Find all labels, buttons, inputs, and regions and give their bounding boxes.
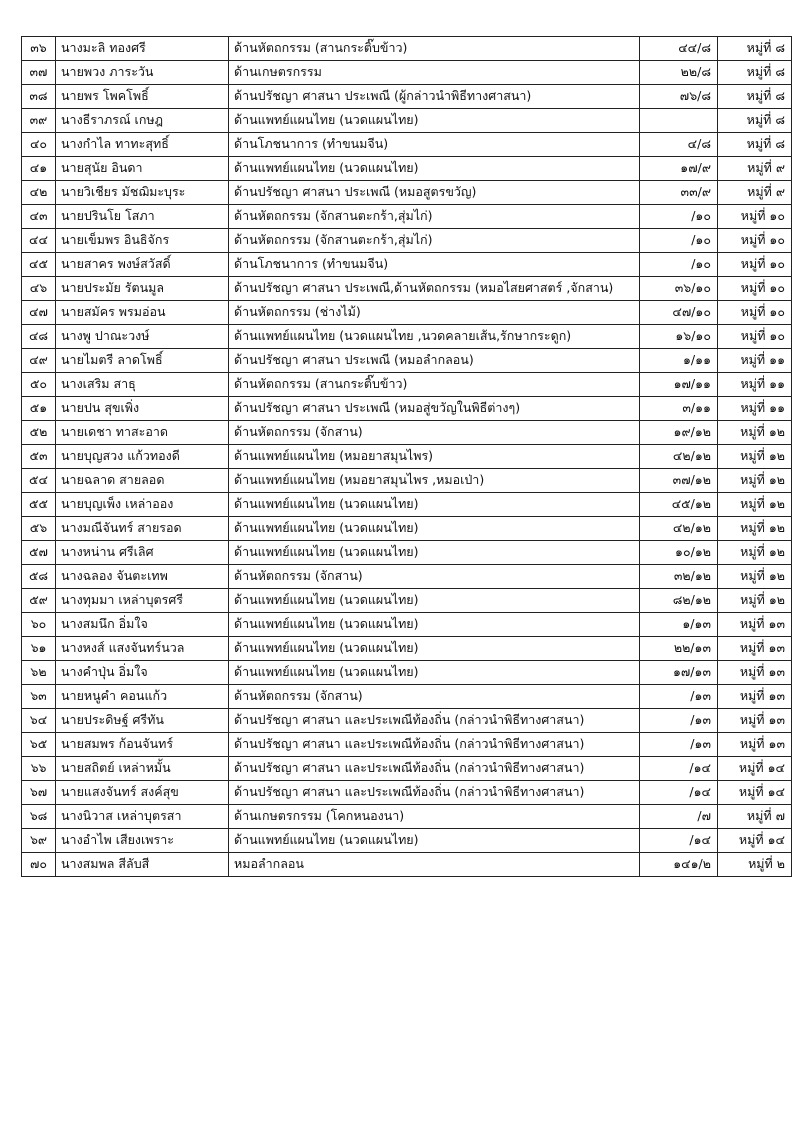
table-row	[22, 541, 792, 565]
wisdom-field: ด้านปรัชญา ศาสนา และประเพณีท้องถิ่น (กล่าวนำพิธีทางศาสนา)	[229, 733, 640, 757]
row-number: ๖๓	[22, 685, 56, 709]
row-number: ๕๐	[22, 373, 56, 397]
table-row	[22, 613, 792, 637]
house-number: /๑๔	[640, 829, 718, 853]
table-row	[22, 805, 792, 829]
village-number: หมู่ที่ ๒	[718, 853, 792, 877]
person-name: นางทุมมา เหล่าบุตรศรี	[56, 589, 229, 613]
house-number: /๑๐	[640, 205, 718, 229]
house-number: ๔๒/๑๒	[640, 445, 718, 469]
village-number: หมู่ที่ ๑๐	[718, 229, 792, 253]
table-row	[22, 709, 792, 733]
house-number: ๔๒/๑๒	[640, 517, 718, 541]
wisdom-field: ด้านแพทย์แผนไทย (นวดแผนไทย ,นวดคลายเส้น,รักษากระดูก)	[229, 325, 640, 349]
village-number: หมู่ที่ ๘	[718, 133, 792, 157]
row-number: ๕๙	[22, 589, 56, 613]
village-number: หมู่ที่ ๑๓	[718, 709, 792, 733]
house-number: ๗๖/๘	[640, 85, 718, 109]
village-number: หมู่ที่ ๑๒	[718, 493, 792, 517]
house-number: /๑๐	[640, 229, 718, 253]
village-number: หมู่ที่ ๑๓	[718, 733, 792, 757]
row-number: ๗๐	[22, 853, 56, 877]
house-number: ๒๒/๘	[640, 61, 718, 85]
wisdom-field: ด้านโภชนาการ (ทำขนมจีน)	[229, 133, 640, 157]
house-number: ๔๕/๑๒	[640, 493, 718, 517]
row-number: ๔๘	[22, 325, 56, 349]
row-number: ๕๑	[22, 397, 56, 421]
table-row	[22, 397, 792, 421]
wisdom-field: หมอลำกลอน	[229, 853, 640, 877]
village-number: หมู่ที่ ๗	[718, 805, 792, 829]
wisdom-field: ด้านปรัชญา ศาสนา ประเพณี (หมอสู่ขวัญในพิธีต่างๆ)	[229, 397, 640, 421]
house-number: ๔๗/๑๐	[640, 301, 718, 325]
village-number: หมู่ที่ ๘	[718, 109, 792, 133]
row-number: ๔๔	[22, 229, 56, 253]
person-name: นายสถิตย์ เหล่าหมั้น	[56, 757, 229, 781]
table-row	[22, 277, 792, 301]
row-number: ๔๓	[22, 205, 56, 229]
person-name: นายสมพร ก้อนจันทร์	[56, 733, 229, 757]
village-number: หมู่ที่ ๑๔	[718, 781, 792, 805]
table-row	[22, 157, 792, 181]
village-number: หมู่ที่ ๑๒	[718, 541, 792, 565]
table-row	[22, 349, 792, 373]
row-number: ๖๙	[22, 829, 56, 853]
house-number: /๑๔	[640, 757, 718, 781]
wisdom-field: ด้านแพทย์แผนไทย (หมอยาสมุนไพร)	[229, 445, 640, 469]
wisdom-roster-table	[21, 36, 792, 877]
house-number: /๑๓	[640, 685, 718, 709]
house-number: ๔/๘	[640, 133, 718, 157]
row-number: ๓๘	[22, 85, 56, 109]
person-name: นายประมัย รัตนมูล	[56, 277, 229, 301]
table-row	[22, 589, 792, 613]
house-number: ๓๗/๑๒	[640, 469, 718, 493]
row-number: ๕๖	[22, 517, 56, 541]
table-row	[22, 205, 792, 229]
person-name: นางนิวาส เหล่าบุตรสา	[56, 805, 229, 829]
house-number: ๑/๑๑	[640, 349, 718, 373]
table-row	[22, 469, 792, 493]
house-number: /๑๓	[640, 733, 718, 757]
person-name: นางหน่าน ศรีเลิศ	[56, 541, 229, 565]
row-number: ๖๕	[22, 733, 56, 757]
row-number: ๔๙	[22, 349, 56, 373]
row-number: ๕๓	[22, 445, 56, 469]
village-number: หมู่ที่ ๑๑	[718, 397, 792, 421]
village-number: หมู่ที่ ๑๓	[718, 637, 792, 661]
table-row	[22, 61, 792, 85]
row-number: ๖๔	[22, 709, 56, 733]
person-name: นายปน สุขเพิ่ง	[56, 397, 229, 421]
person-name: นางสมพล สีลับสี	[56, 853, 229, 877]
village-number: หมู่ที่ ๑๑	[718, 373, 792, 397]
wisdom-field: ด้านหัตถกรรม (จักสานตะกร้า,สุ่มไก่)	[229, 205, 640, 229]
wisdom-field: ด้านหัตถกรรม (สานกระติ๊บข้าว)	[229, 373, 640, 397]
village-number: หมู่ที่ ๑๐	[718, 277, 792, 301]
person-name: นายสุนัย อินดา	[56, 157, 229, 181]
wisdom-field: ด้านแพทย์แผนไทย (นวดแผนไทย)	[229, 517, 640, 541]
village-number: หมู่ที่ ๘	[718, 61, 792, 85]
person-name: นางฉลอง จันตะเทพ	[56, 565, 229, 589]
wisdom-field: ด้านแพทย์แผนไทย (นวดแผนไทย)	[229, 493, 640, 517]
wisdom-field: ด้านปรัชญา ศาสนา ประเพณี (ผู้กล่าวนำพิธีทางศาสนา)	[229, 85, 640, 109]
row-number: ๔๑	[22, 157, 56, 181]
village-number: หมู่ที่ ๑๒	[718, 421, 792, 445]
row-number: ๕๕	[22, 493, 56, 517]
village-number: หมู่ที่ ๑๒	[718, 565, 792, 589]
house-number: ๓/๑๑	[640, 397, 718, 421]
table-row	[22, 781, 792, 805]
person-name: นายประดิษฐ์ ศรีทัน	[56, 709, 229, 733]
house-number: ๑๙/๑๒	[640, 421, 718, 445]
person-name: นายปรินโย โสภา	[56, 205, 229, 229]
row-number: ๖๗	[22, 781, 56, 805]
wisdom-field: ด้านเกษตรกรรม (โคกหนองนา)	[229, 805, 640, 829]
wisdom-field: ด้านแพทย์แผนไทย (นวดแผนไทย)	[229, 157, 640, 181]
wisdom-field: ด้านแพทย์แผนไทย (นวดแผนไทย)	[229, 661, 640, 685]
house-number	[640, 109, 718, 133]
village-number: หมู่ที่ ๑๒	[718, 589, 792, 613]
person-name: นายวิเชียร มัชฌิมะบุระ	[56, 181, 229, 205]
house-number: ๑๗/๙	[640, 157, 718, 181]
person-name: นายเดชา ทาสะอาด	[56, 421, 229, 445]
person-name: นายพวง ภาระวัน	[56, 61, 229, 85]
person-name: นายฉลาด สายลอด	[56, 469, 229, 493]
row-number: ๕๘	[22, 565, 56, 589]
person-name: นางหงส์ แสงจันทร์นวล	[56, 637, 229, 661]
row-number: ๕๔	[22, 469, 56, 493]
wisdom-field: ด้านหัตถกรรม (จักสาน)	[229, 565, 640, 589]
wisdom-field: ด้านปรัชญา ศาสนา และประเพณีท้องถิ่น (กล่าวนำพิธีทางศาสนา)	[229, 709, 640, 733]
person-name: นางคำปุ่น อิ่มใจ	[56, 661, 229, 685]
village-number: หมู่ที่ ๑๐	[718, 301, 792, 325]
village-number: หมู่ที่ ๑๔	[718, 829, 792, 853]
table-row	[22, 109, 792, 133]
person-name: นายสาคร พงษ์สวัสดิ์	[56, 253, 229, 277]
table-row	[22, 421, 792, 445]
row-number: ๓๖	[22, 37, 56, 61]
wisdom-field: ด้านปรัชญา ศาสนา และประเพณีท้องถิ่น (กล่าวนำพิธีทางศาสนา)	[229, 781, 640, 805]
table-row	[22, 829, 792, 853]
table-row	[22, 133, 792, 157]
house-number: ๑๖/๑๐	[640, 325, 718, 349]
wisdom-field: ด้านแพทย์แผนไทย (นวดแผนไทย)	[229, 613, 640, 637]
table-row	[22, 325, 792, 349]
wisdom-field: ด้านหัตถกรรม (จักสาน)	[229, 421, 640, 445]
house-number: ๘๒/๑๒	[640, 589, 718, 613]
house-number: /๑๓	[640, 709, 718, 733]
village-number: หมู่ที่ ๑๓	[718, 661, 792, 685]
wisdom-field: ด้านแพทย์แผนไทย (นวดแผนไทย)	[229, 589, 640, 613]
village-number: หมู่ที่ ๑๒	[718, 469, 792, 493]
house-number: /๑๔	[640, 781, 718, 805]
person-name: นางธีราภรณ์ เกษฎ	[56, 109, 229, 133]
house-number: ๔๔/๘	[640, 37, 718, 61]
village-number: หมู่ที่ ๑๒	[718, 445, 792, 469]
table-row	[22, 493, 792, 517]
house-number: ๑/๑๓	[640, 613, 718, 637]
row-number: ๖๐	[22, 613, 56, 637]
row-number: ๔๒	[22, 181, 56, 205]
table-row	[22, 517, 792, 541]
person-name: นายเข็มพร อินธิจักร	[56, 229, 229, 253]
village-number: หมู่ที่ ๑๓	[718, 613, 792, 637]
wisdom-field: ด้านปรัชญา ศาสนา ประเพณี (หมอลำกลอน)	[229, 349, 640, 373]
table-row	[22, 37, 792, 61]
village-number: หมู่ที่ ๑๐	[718, 253, 792, 277]
house-number: ๑๗/๑๓	[640, 661, 718, 685]
wisdom-field: ด้านหัตถกรรม (สานกระติ๊บข้าว)	[229, 37, 640, 61]
person-name: นางมณีจันทร์ สายรอด	[56, 517, 229, 541]
row-number: ๓๗	[22, 61, 56, 85]
row-number: ๔๗	[22, 301, 56, 325]
table-row	[22, 373, 792, 397]
row-number: ๔๕	[22, 253, 56, 277]
row-number: ๔๖	[22, 277, 56, 301]
person-name: นางกำไล ทาทะสุทธิ์	[56, 133, 229, 157]
wisdom-field: ด้านแพทย์แผนไทย (นวดแผนไทย)	[229, 829, 640, 853]
table-row	[22, 445, 792, 469]
wisdom-field: ด้านหัตถกรรม (จักสาน)	[229, 685, 640, 709]
wisdom-field: ด้านปรัชญา ศาสนา ประเพณี (หมอสูตรขวัญ)	[229, 181, 640, 205]
table-row	[22, 733, 792, 757]
village-number: หมู่ที่ ๑๐	[718, 205, 792, 229]
village-number: หมู่ที่ ๑๑	[718, 349, 792, 373]
person-name: นางมะลิ ทองศรี	[56, 37, 229, 61]
roster-body	[22, 37, 792, 877]
wisdom-field: ด้านหัตถกรรม (จักสานตะกร้า,สุ่มไก่)	[229, 229, 640, 253]
house-number: ๒๒/๑๓	[640, 637, 718, 661]
wisdom-field: ด้านปรัชญา ศาสนา ประเพณี,ด้านหัตถกรรม (หมอไสยศาสตร์ ,จักสาน)	[229, 277, 640, 301]
village-number: หมู่ที่ ๙	[718, 181, 792, 205]
wisdom-field: ด้านปรัชญา ศาสนา และประเพณีท้องถิ่น (กล่าวนำพิธีทางศาสนา)	[229, 757, 640, 781]
house-number: ๓๒/๑๒	[640, 565, 718, 589]
village-number: หมู่ที่ ๑๓	[718, 685, 792, 709]
village-number: หมู่ที่ ๘	[718, 37, 792, 61]
row-number: ๕๗	[22, 541, 56, 565]
table-row	[22, 637, 792, 661]
row-number: ๖๒	[22, 661, 56, 685]
person-name: นายบุญเพ็ง เหล่าออง	[56, 493, 229, 517]
row-number: ๖๘	[22, 805, 56, 829]
person-name: นางสมนึก อิ่มใจ	[56, 613, 229, 637]
row-number: ๖๑	[22, 637, 56, 661]
person-name: นายบุญสวง แก้วทองดี	[56, 445, 229, 469]
table-row	[22, 565, 792, 589]
person-name: นางอำไพ เสียงเพราะ	[56, 829, 229, 853]
wisdom-field: ด้านแพทย์แผนไทย (นวดแผนไทย)	[229, 637, 640, 661]
village-number: หมู่ที่ ๙	[718, 157, 792, 181]
table-row	[22, 85, 792, 109]
wisdom-field: ด้านเกษตรกรรม	[229, 61, 640, 85]
village-number: หมู่ที่ ๘	[718, 85, 792, 109]
person-name: นายพร โพคโพธิ์	[56, 85, 229, 109]
person-name: นายหนูคำ คอนแก้ว	[56, 685, 229, 709]
table-row	[22, 253, 792, 277]
wisdom-field: ด้านแพทย์แผนไทย (นวดแผนไทย)	[229, 109, 640, 133]
wisdom-field: ด้านแพทย์แผนไทย (นวดแผนไทย)	[229, 541, 640, 565]
table-row	[22, 301, 792, 325]
person-name: นายแสงจันทร์ สงค์สุข	[56, 781, 229, 805]
house-number: /๗	[640, 805, 718, 829]
table-row	[22, 853, 792, 877]
person-name: นางเสริม สาธุ	[56, 373, 229, 397]
house-number: ๓๓/๙	[640, 181, 718, 205]
table-row	[22, 685, 792, 709]
person-name: นายสมัคร พรมอ่อน	[56, 301, 229, 325]
row-number: ๔๐	[22, 133, 56, 157]
village-number: หมู่ที่ ๑๔	[718, 757, 792, 781]
row-number: ๓๙	[22, 109, 56, 133]
table-row	[22, 229, 792, 253]
wisdom-field: ด้านแพทย์แผนไทย (หมอยาสมุนไพร ,หมอเป่า)	[229, 469, 640, 493]
table-row	[22, 757, 792, 781]
wisdom-field: ด้านโภชนาการ (ทำขนมจีน)	[229, 253, 640, 277]
house-number: ๓๖/๑๐	[640, 277, 718, 301]
house-number: ๑๐/๑๒	[640, 541, 718, 565]
village-number: หมู่ที่ ๑๒	[718, 517, 792, 541]
house-number: ๑๗/๑๑	[640, 373, 718, 397]
table-row	[22, 181, 792, 205]
person-name: นางพู ปาณะวงษ์	[56, 325, 229, 349]
house-number: /๑๐	[640, 253, 718, 277]
wisdom-field: ด้านหัตถกรรม (ช่างไม้)	[229, 301, 640, 325]
house-number: ๑๔๑/๒	[640, 853, 718, 877]
person-name: นายไมตรี ลาดโพธิ์	[56, 349, 229, 373]
row-number: ๕๒	[22, 421, 56, 445]
table-row	[22, 661, 792, 685]
row-number: ๖๖	[22, 757, 56, 781]
village-number: หมู่ที่ ๑๐	[718, 325, 792, 349]
